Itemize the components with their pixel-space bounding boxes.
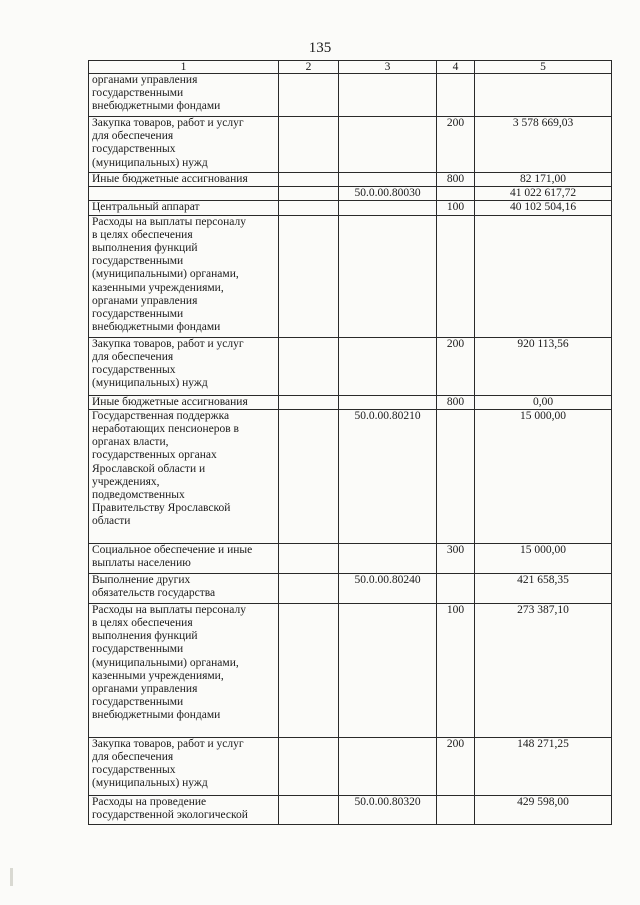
row-name-cell: Закупка товаров, работ и услуг для обеспечения государственных (муниципальных) нужд xyxy=(89,337,279,395)
row-amount-cell: 15 000,00 xyxy=(475,543,612,573)
row-name-cell xyxy=(89,187,279,201)
row-amount-cell: 421 658,35 xyxy=(475,573,612,603)
row-amount-cell: 41 022 617,72 xyxy=(475,187,612,201)
row-type-cell: 100 xyxy=(437,201,475,215)
row-col2-cell xyxy=(279,201,339,215)
table-header-row xyxy=(89,61,612,74)
row-type-cell: 200 xyxy=(437,337,475,395)
scan-edge-mark xyxy=(10,868,13,886)
row-code-cell: 50.0.00.80030 xyxy=(339,187,437,201)
row-type-cell: 800 xyxy=(437,395,475,409)
row-code-cell xyxy=(339,603,437,737)
row-type-cell xyxy=(437,215,475,337)
header-col-5: 5 xyxy=(475,61,612,74)
row-amount-cell: 273 387,10 xyxy=(475,603,612,737)
row-type-cell: 200 xyxy=(437,117,475,173)
row-amount-cell: 920 113,56 xyxy=(475,337,612,395)
row-type-cell xyxy=(437,409,475,543)
row-col2-cell xyxy=(279,215,339,337)
row-code-cell xyxy=(339,395,437,409)
row-code-cell xyxy=(339,215,437,337)
row-name-cell: Иные бюджетные ассигнования xyxy=(89,173,279,187)
row-type-cell: 100 xyxy=(437,603,475,737)
row-amount-cell: 429 598,00 xyxy=(475,795,612,824)
row-type-cell xyxy=(437,187,475,201)
table-row xyxy=(89,543,612,573)
header-col-2: 2 xyxy=(279,61,339,74)
table-row xyxy=(89,215,612,337)
table-row xyxy=(89,74,612,117)
table-row xyxy=(89,395,612,409)
row-code-cell xyxy=(339,74,437,117)
table-row xyxy=(89,117,612,173)
row-type-cell xyxy=(437,573,475,603)
row-code-cell xyxy=(339,117,437,173)
row-amount-cell: 82 171,00 xyxy=(475,173,612,187)
row-amount-cell: 40 102 504,16 xyxy=(475,201,612,215)
row-amount-cell xyxy=(475,74,612,117)
table-row xyxy=(89,201,612,215)
row-name-cell: Социальное обеспечение и иные выплаты населению xyxy=(89,543,279,573)
row-code-cell: 50.0.00.80210 xyxy=(339,409,437,543)
row-col2-cell xyxy=(279,543,339,573)
row-name-cell: Расходы на проведение государственной экологической xyxy=(89,795,279,824)
row-col2-cell xyxy=(279,395,339,409)
row-col2-cell xyxy=(279,74,339,117)
table-row xyxy=(89,603,612,737)
row-code-cell xyxy=(339,337,437,395)
row-name-cell: Закупка товаров, работ и услуг для обеспечения государственных (муниципальных) нужд xyxy=(89,117,279,173)
row-code-cell xyxy=(339,737,437,795)
row-code-cell xyxy=(339,201,437,215)
header-col-3: 3 xyxy=(339,61,437,74)
row-col2-cell xyxy=(279,737,339,795)
row-col2-cell xyxy=(279,795,339,824)
row-type-cell: 300 xyxy=(437,543,475,573)
row-amount-cell: 15 000,00 xyxy=(475,409,612,543)
row-name-cell: Иные бюджетные ассигнования xyxy=(89,395,279,409)
header-col-4: 4 xyxy=(437,61,475,74)
row-amount-cell xyxy=(475,215,612,337)
row-col2-cell xyxy=(279,187,339,201)
row-col2-cell xyxy=(279,573,339,603)
row-type-cell: 800 xyxy=(437,173,475,187)
table-row xyxy=(89,173,612,187)
row-amount-cell: 0,00 xyxy=(475,395,612,409)
row-name-cell: Расходы на выплаты персоналу в целях обеспечения выполнения функций государственными (муниципальными) органами, казенными учреждениями, органами управления государственными внебюджетными фондами xyxy=(89,603,279,737)
table-row xyxy=(89,573,612,603)
row-type-cell: 200 xyxy=(437,737,475,795)
row-amount-cell: 148 271,25 xyxy=(475,737,612,795)
header-col-1: 1 xyxy=(89,61,279,74)
row-code-cell xyxy=(339,173,437,187)
table-row xyxy=(89,795,612,824)
row-code-cell: 50.0.00.80240 xyxy=(339,573,437,603)
row-code-cell xyxy=(339,543,437,573)
row-col2-cell xyxy=(279,173,339,187)
row-type-cell xyxy=(437,74,475,117)
row-code-cell: 50.0.00.80320 xyxy=(339,795,437,824)
row-name-cell: Закупка товаров, работ и услуг для обеспечения государственных (муниципальных) нужд xyxy=(89,737,279,795)
table-row xyxy=(89,409,612,543)
table-row xyxy=(89,187,612,201)
row-col2-cell xyxy=(279,117,339,173)
row-name-cell: органами управления государственными внебюджетными фондами xyxy=(89,74,279,117)
row-amount-cell: 3 578 669,03 xyxy=(475,117,612,173)
row-col2-cell xyxy=(279,409,339,543)
page-number: 135 xyxy=(308,40,332,56)
row-type-cell xyxy=(437,795,475,824)
row-name-cell: Государственная поддержка неработающих пенсионеров в органах власти, государственных органах Ярославской области и учреждениях, подведомственных Правительству Ярославской области xyxy=(89,409,279,543)
row-col2-cell xyxy=(279,337,339,395)
row-name-cell: Выполнение других обязательств государства xyxy=(89,573,279,603)
row-name-cell: Центральный аппарат xyxy=(89,201,279,215)
row-name-cell: Расходы на выплаты персоналу в целях обеспечения выполнения функций государственными (муниципальными) органами, казенными учреждениями, органами управления государственными внебюджетными фондами xyxy=(89,215,279,337)
row-col2-cell xyxy=(279,603,339,737)
budget-table xyxy=(88,60,612,825)
table-row xyxy=(89,737,612,795)
table-row xyxy=(89,337,612,395)
